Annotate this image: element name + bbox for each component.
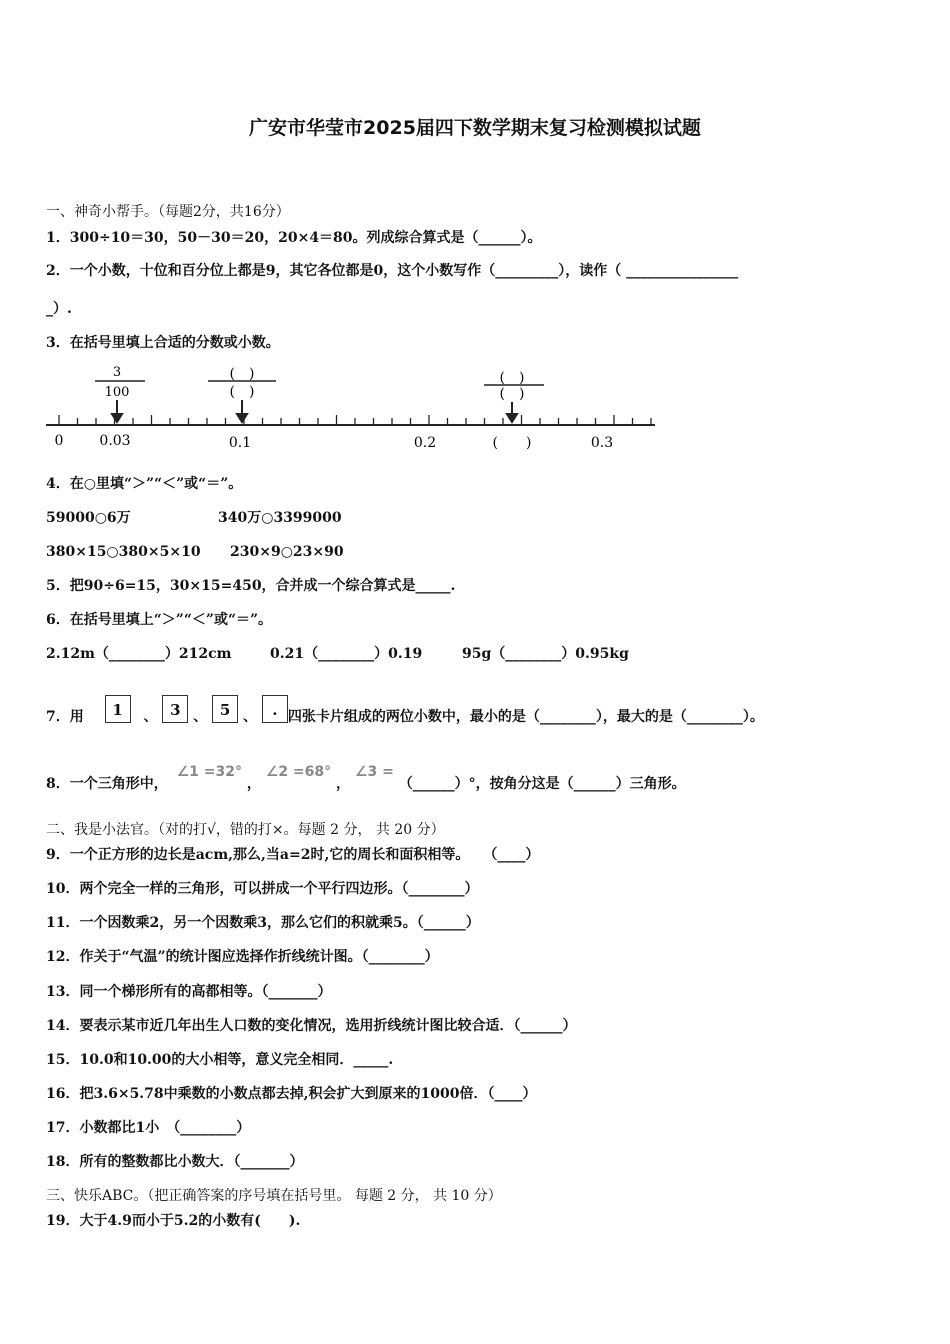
tick-label-0: 0 [54,433,64,449]
question-13: 13．同一个梯形所有的高都相等。（_______） [46,984,332,1000]
separator: 、 [193,709,208,725]
question-14: 14．要表示某市近几年出生人口数的变化情况，选用折线统计图比较合适．（______） [46,1018,577,1034]
question-5: 5．把90÷6=15，30×15=450，合并成一个综合算式是_____. [46,578,456,594]
arrow-3-head [507,414,517,422]
section-1-header: 一、神奇小帮手。（每题2分，共16分） [46,204,290,220]
question-6-item-c: 95g（________）0.95kg [462,646,629,662]
question-9: 9．一个正方形的边长是acm,那么,当a=2时,它的周长和面积相等。 （____） [46,847,540,863]
arrow-1-head [112,414,122,422]
question-10: 10．两个完全一样的三角形，可以拼成一个平行四边形。（________） [46,881,479,897]
tick-label-03: 0.3 [590,435,614,451]
question-15: 15．10.0和10.00的大小相等，意义完全相同．_____. [46,1052,394,1068]
separator: 、 [143,709,158,725]
question-6-item-b: 0.21（________）0.19 [270,646,423,662]
arrow-2-head [237,414,247,422]
question-1: 1．300÷10＝30，50－30＝20，20×4＝80。列成综合算式是（______）。 [46,230,542,246]
question-8-text: （______）°，按角分这是（______）三角形。 [398,776,686,792]
question-7-prefix: 7．用 [46,709,84,725]
tick-label-01: 0.1 [228,435,252,451]
question-16: 16．把3.6×5.78中乘数的小数点都去掉,积会扩大到原来的1000倍．（____） [46,1086,537,1102]
question-8 [46,764,686,793]
question-4: 4．在○里填“＞”“＜”或“＝”。 [46,476,243,492]
question-2: 2．一个小数，十位和百分位上都是9，其它各位都是0，这个小数写作（_________），读作（ ________________ [46,263,739,279]
section-2-header: 二、我是小法官。（对的打√，错的打×。每题 2 分， 共 20 分） [46,822,445,838]
question-6: 6．在括号里填上“＞”“＜”或“＝”。 [46,612,273,628]
question-2-continued: _）. [46,301,72,317]
angle-3: ∠3 = [354,764,394,780]
question-4-item-d: 230×9○23×90 [230,544,344,560]
question-11: 11．一个因数乘2，另一个因数乘3，那么它们的积就乘5。（______） [46,915,480,931]
question-7-text: 四张卡片组成的两位小数中，最小的是（________），最大的是（________）。 [287,709,764,725]
comma: ， [336,776,351,792]
question-7 [46,703,764,731]
question-4-item-c: 380×15○380×5×10 [46,544,201,560]
blank-numerator-1: ( ) [229,366,255,382]
tick-label-003: 0.03 [99,433,131,449]
digit-card-1: 1 [105,695,131,723]
blank-denominator-2: ( ) [499,386,525,402]
comma: ， [246,776,261,792]
section-3-header: 三、快乐ABC。（把正确答案的序号填在括号里。 每题 2 分， 共 10 分） [46,1188,502,1204]
question-12: 12．作关于“气温”的统计图应选择作折线统计图。（________） [46,949,439,965]
decimal-point-card: . [262,695,288,723]
blank-denominator-1: ( ) [229,384,255,400]
blank-numerator-2: ( ) [499,370,525,386]
tick-label-02: 0.2 [413,435,437,451]
angle-1: ∠1 =32° [176,764,243,780]
digit-card-5: 5 [212,695,238,723]
angle-2: ∠2 =68° [265,764,332,780]
number-line-figure [40,360,665,455]
digit-card-3: 3 [162,695,188,723]
question-4-item-a: 59000○6万 [46,510,131,526]
fraction-numerator: 3 [112,365,122,380]
question-3: 3．在括号里填上合适的分数或小数。 [46,335,280,351]
page-title: 广安市华莹市2025届四下数学期末复习检测模拟试题 [249,117,701,139]
question-18: 18．所有的整数都比小数大．（_______） [46,1154,304,1170]
fraction-denominator: 100 [104,385,130,400]
question-6-item-a: 2.12m（________）212cm [46,646,232,662]
question-4-item-b: 340万○3399000 [218,510,342,526]
question-19: 19．大于4.9而小于5.2的小数有( ). [46,1213,301,1229]
separator: 、 [243,709,257,725]
blank-label: ( ) [492,435,532,451]
question-8-prefix: 8．一个三角形中， [46,776,168,792]
number-line-ticks [59,415,651,425]
question-17: 17．小数都比1小 （________） [46,1120,251,1136]
